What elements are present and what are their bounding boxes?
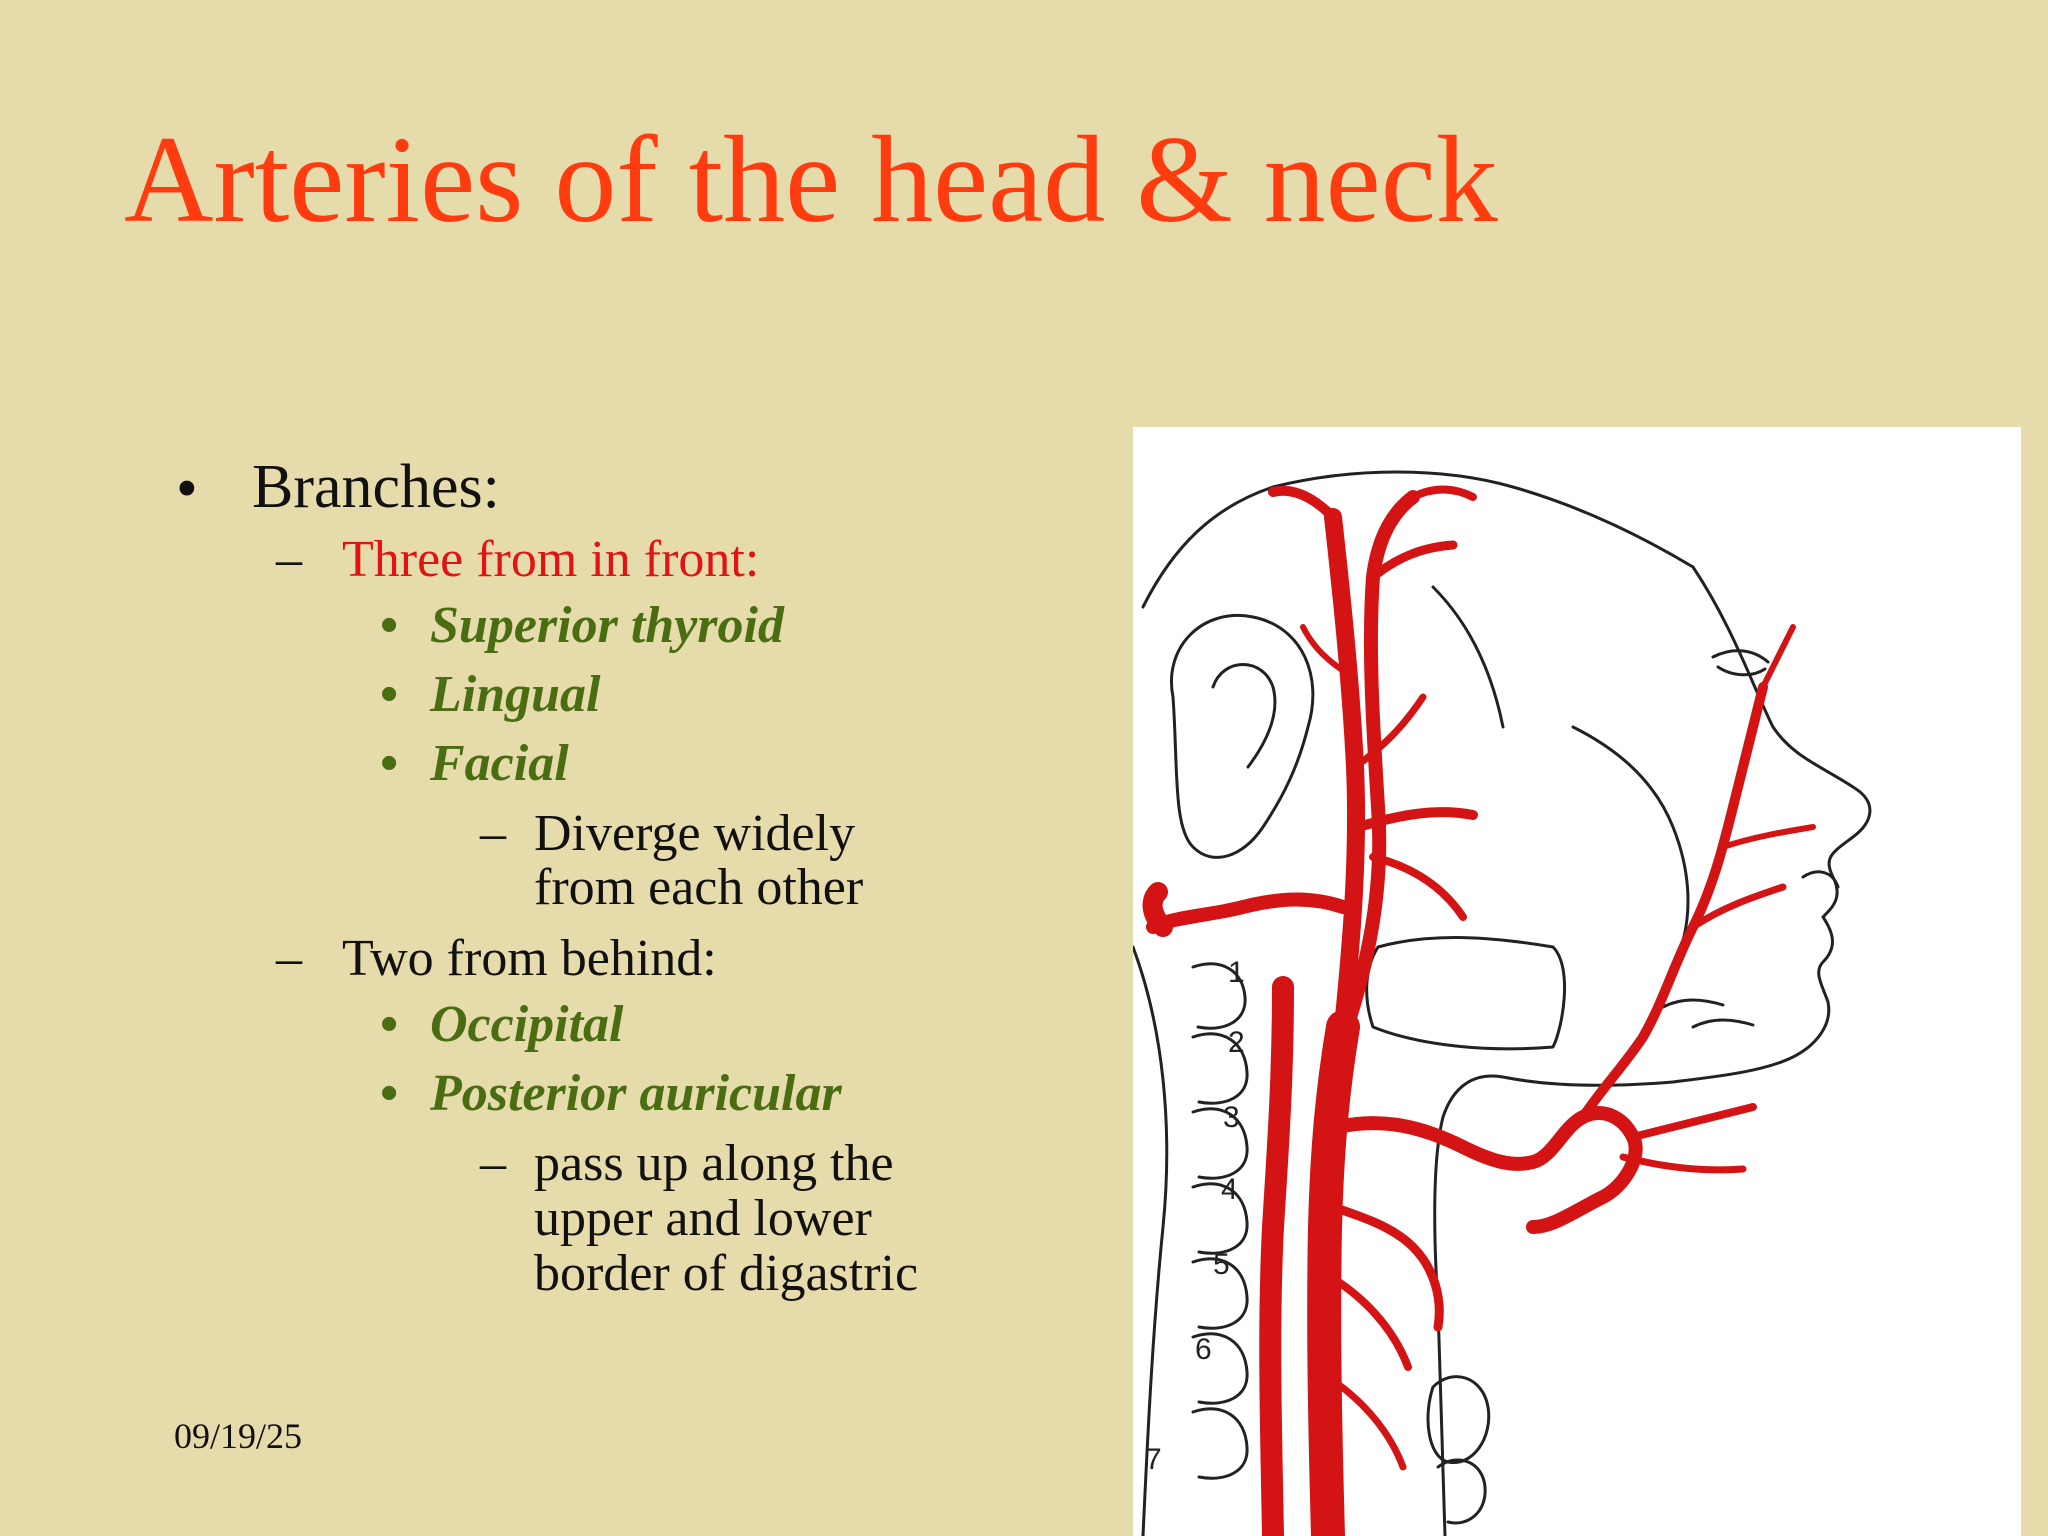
vertebra-label-2: 2 — [1228, 1026, 1245, 1059]
vertebra-label-6: 6 — [1195, 1333, 1212, 1366]
dash-marker: – — [276, 930, 302, 987]
note-diverge-line2: from each other — [534, 859, 864, 916]
bullet-marker: • — [380, 996, 399, 1053]
bullet-superior-thyroid: Superior thyroid — [430, 597, 784, 654]
vertebra-labels — [1145, 956, 1245, 1476]
bullet-lingual: Lingual — [430, 666, 601, 723]
bullet-marker: • — [380, 735, 399, 792]
bullet-facial: Facial — [430, 735, 569, 792]
bullet-posterior-auricular: Posterior auricular — [430, 1065, 842, 1122]
vertebra-label-4: 4 — [1221, 1173, 1238, 1206]
bullet-marker: • — [380, 597, 399, 654]
bullet-front-heading: Three from in front: — [342, 531, 760, 588]
slide-date: 09/19/25 — [174, 1416, 303, 1456]
head-outline — [1133, 472, 1870, 1536]
bullet-marker: • — [380, 666, 399, 723]
vertebra-label-5: 5 — [1213, 1248, 1230, 1281]
bullet-branches: Branches: — [252, 453, 500, 521]
bullet-marker: • — [380, 1065, 399, 1122]
dash-marker: – — [480, 1135, 506, 1192]
vertebra-label-1: 1 — [1228, 956, 1245, 989]
bullet-behind-heading: Two from behind: — [342, 930, 717, 987]
note-diverge-line1: Diverge widely — [534, 805, 856, 862]
note-digastric-line1: pass up along the — [534, 1135, 894, 1192]
bullet-occipital: Occipital — [430, 996, 624, 1053]
dash-marker: – — [276, 531, 302, 588]
vertebra-label-7: 7 — [1145, 1443, 1162, 1476]
note-digastric-line2: upper and lower — [534, 1190, 872, 1247]
bullet-marker: • — [176, 455, 198, 523]
arteries-illustration — [1133, 427, 2021, 1536]
artery-network — [1153, 490, 1813, 1536]
note-digastric-line3: border of digastric — [534, 1245, 919, 1302]
dash-marker: – — [480, 805, 506, 862]
slide-title: Arteries of the head & neck — [124, 111, 1498, 248]
vertebra-label-3: 3 — [1223, 1101, 1240, 1134]
